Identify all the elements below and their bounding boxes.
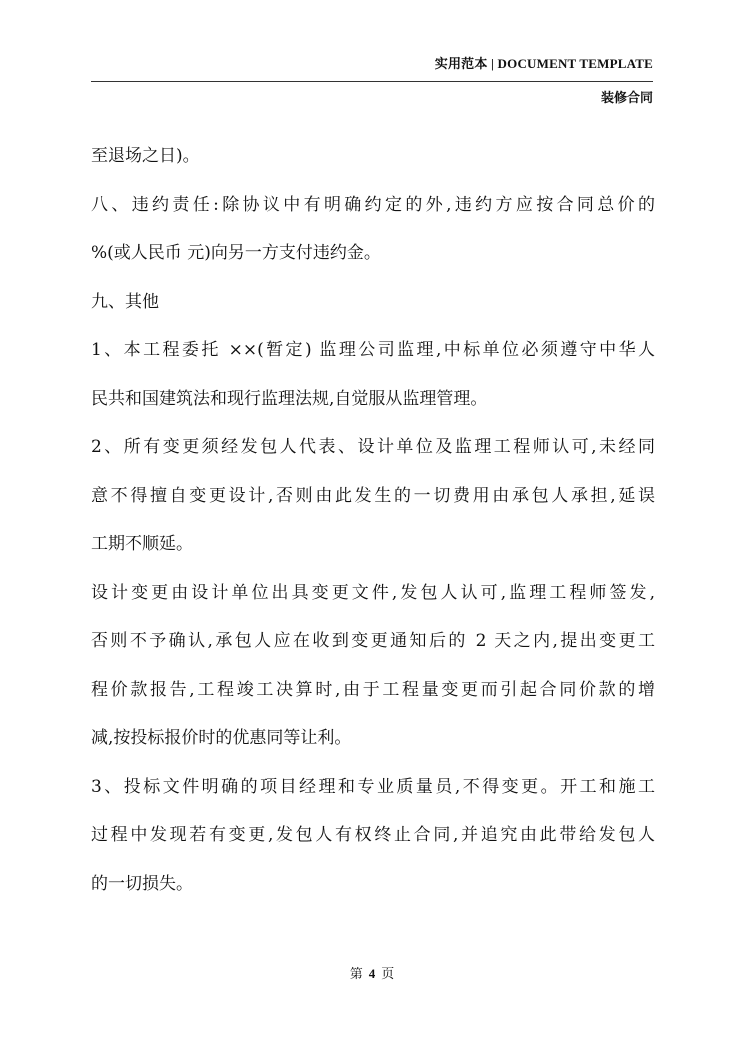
- body-line: 的一切损失。: [91, 873, 193, 894]
- body-line: %(或人民币 元)向另一方支付违约金。: [91, 243, 381, 263]
- page-label-suffix: 页: [381, 966, 395, 981]
- body-line: 八、违约责任:除协议中有明确约定的外,违约方应按合同总价的: [91, 194, 655, 215]
- body-line: 工期不顺延。: [91, 534, 193, 554]
- body-line: 程价款报告,工程竣工决算时,由于工程量变更而引起合同价款的增: [91, 679, 655, 700]
- page-number: 4: [368, 966, 376, 981]
- body-line: 设计变更由设计单位出具变更文件,发包人认可,监理工程师签发,: [91, 582, 655, 603]
- body-line: 3、投标文件明确的项目经理和专业质量员,不得变更。开工和施工: [91, 776, 655, 797]
- body-line: 2、所有变更须经发包人代表、设计单位及监理工程师认可,未经同: [91, 437, 655, 457]
- header-subtitle: 装修合同: [600, 90, 653, 105]
- document-body: [91, 138, 655, 914]
- body-line: 过程中发现若有变更,发包人有权终止合同,并追究由此带给发包人: [91, 825, 655, 845]
- page-footer: [0, 963, 744, 982]
- body-line: 否则不予确认,承包人应在收到变更通知后的 2 天之内,提出变更工: [91, 631, 655, 651]
- header-title: 实用范本 | DOCUMENT TEMPLATE: [434, 56, 653, 71]
- body-line: 1、本工程委托 ××(暂定) 监理公司监理,中标单位必须遵守中华人: [91, 340, 655, 360]
- body-line: 至退场之日)。: [91, 146, 200, 166]
- body-line: 意不得擅自变更设计,否则由此发生的一切费用由承包人承担,延误: [91, 485, 655, 506]
- header-divider: [91, 81, 653, 82]
- body-line: 减,按投标报价时的优惠同等让利。: [91, 728, 352, 748]
- page-label-prefix: 第: [349, 966, 363, 981]
- section-heading: 九、其他: [91, 291, 159, 312]
- body-line: 民共和国建筑法和现行监理法规,自觉服从监理管理。: [91, 388, 488, 409]
